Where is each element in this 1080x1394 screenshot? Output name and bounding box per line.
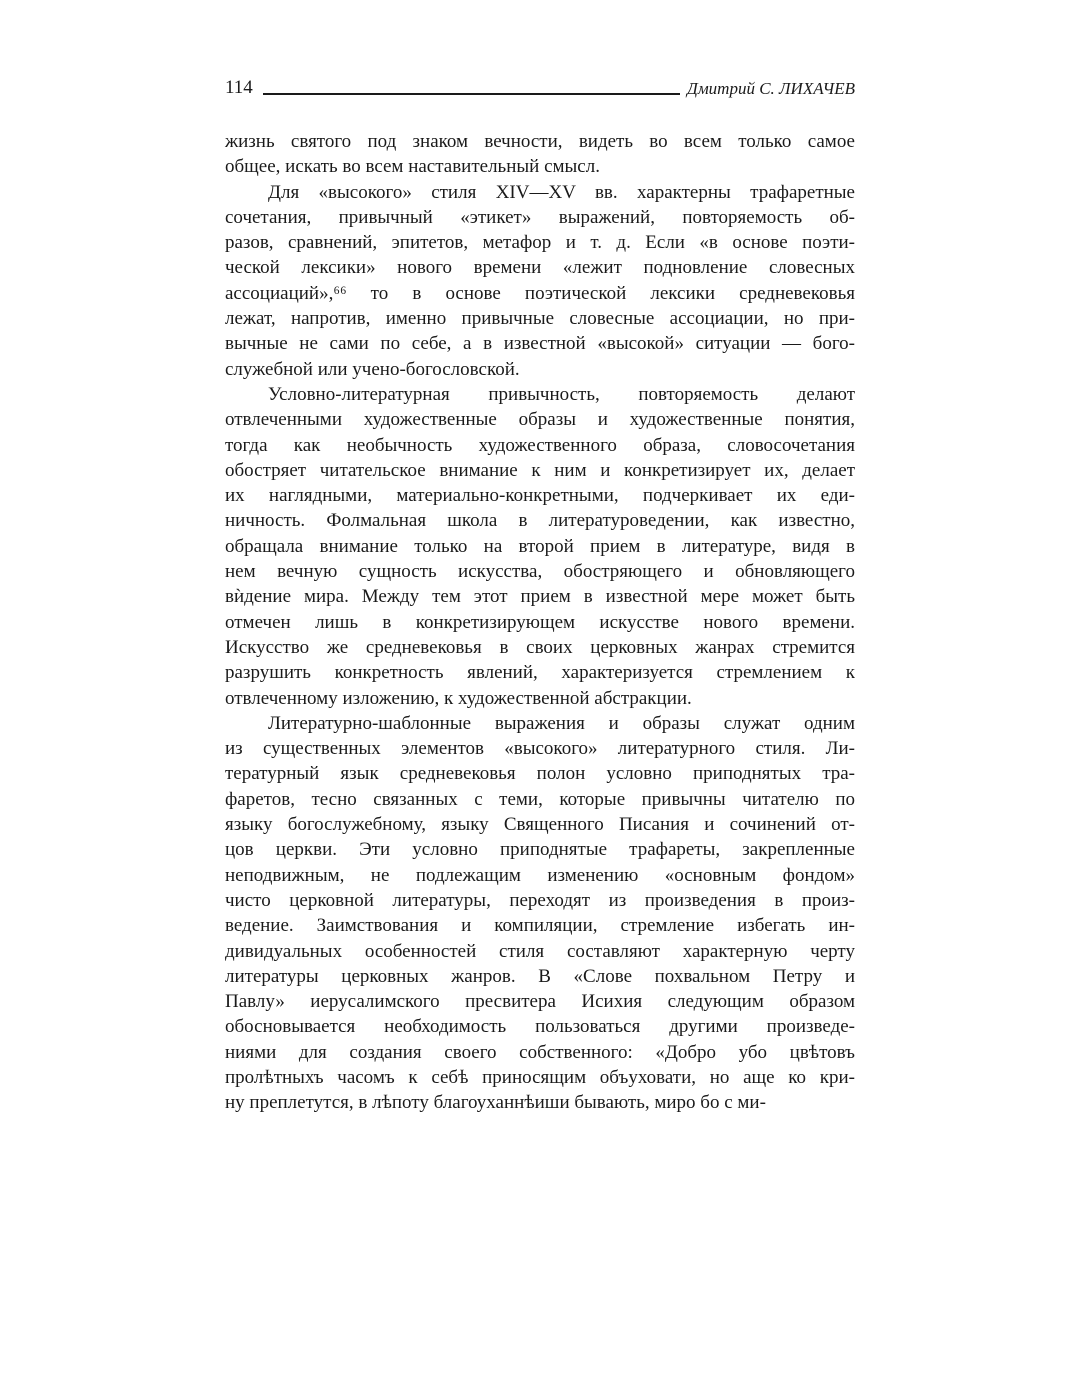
text-line: Павлу» иерусалимского пресвитера Исихия следующим образом [225, 991, 855, 1013]
paragraph [225, 180, 855, 382]
text-line: сочетания, привычный «этикет» выражений, повторяемость об- [225, 206, 855, 228]
text-line: фаретов, тесно связанных с теми, которые привычны читателю по [225, 788, 855, 810]
text-line: дивидуальных особенностей стиля составляют характерную черту [225, 940, 855, 962]
text-line: Искусство же средневековья в своих церковных жанрах стремится [225, 636, 855, 658]
text-line: тературный язык средневековья полон условно приподнятых тра- [225, 763, 855, 785]
text-line: литературы церковных жанров. В «Слове похвальном Петру и [225, 965, 855, 987]
text-line: цов церкви. Эти условно приподнятые трафареты, закрепленные [225, 839, 855, 861]
text-line: языку богослужебному, языку Священного Писания и сочинений от- [225, 814, 855, 836]
body-text [225, 129, 855, 1116]
text-line: Литературно-шаблонные выражения и образы служат одним [268, 712, 855, 734]
text-line: тогда как необычность художественного образа, словосочетания [225, 434, 855, 456]
text-line: чисто церковной литературы, переходят из произведения в произ- [225, 889, 855, 911]
text-line: общее, искать во всем наставительный смысл. [225, 156, 600, 178]
text-line: разрушить конкретность явлений, характеризуется стремлением к [225, 662, 855, 684]
text-line: ничность. Фолмальная школа в литературоведении, как известно, [225, 510, 855, 532]
text-line: пролѣтныхъ часомъ к себѣ приносящим объуховати, но аще ко кри- [225, 1066, 855, 1088]
text-line: ниями для создания своего собственного: «Добро убо цвѣтовъ [225, 1041, 855, 1063]
text-line: ческой лексики» нового времени «лежит подновление словесных [225, 257, 855, 279]
paragraph [225, 711, 855, 1116]
page-number: 114 [225, 77, 253, 98]
text-line: вычные не сами по себе, а в известной «высокой» ситуации — бого- [225, 333, 855, 355]
text-line: их наглядными, материально-конкретными, подчеркивает их еди- [225, 485, 855, 507]
text-line: ассоциаций»,⁶⁶ то в основе поэтической лексики средневековья [225, 282, 855, 304]
text-line: из существенных элементов «высокого» литературного стиля. Ли- [225, 738, 855, 760]
text-line: обосновывается необходимость пользоваться другими произведе- [225, 1016, 855, 1038]
paragraph [225, 129, 855, 180]
text-line: отвлеченному изложению, к художественной абстракции. [225, 687, 692, 709]
text-line: Для «высокого» стиля XIV—XV вв. характерны трафаретные [268, 181, 855, 203]
text-line: вѝдение мира. Между тем этот прием в известной мере может быть [225, 586, 855, 608]
header-rule [263, 93, 680, 95]
text-line: лежат, напротив, именно привычные словесные ассоциации, но при- [225, 308, 855, 330]
paragraph [225, 382, 855, 711]
running-head-author: Дмитрий С. ЛИХАЧЕВ [687, 79, 855, 98]
text-line: жизнь святого под знаком вечности, видеть во всем только самое [225, 131, 855, 152]
text-line: разов, сравнений, эпитетов, метафор и т. д. Если «в основе поэти- [225, 232, 855, 254]
text-line: служебной или учено-богословской. [225, 358, 520, 380]
running-head [225, 74, 855, 104]
text-line: неподвижным, не подлежащим изменению «основным фондом» [225, 864, 855, 886]
text-line: обращала внимание только на второй прием в литературе, видя в [225, 535, 855, 557]
text-line: нем вечную сущность искусства, обостряющего и обновляющего [225, 561, 855, 583]
text-line: отвлеченными художественные образы и художественные понятия, [225, 409, 855, 431]
text-line: Условно-литературная привычность, повторяемость делают [268, 383, 855, 405]
text-line: обостряет читательское внимание к ним и конкретизирует их, делает [225, 459, 855, 481]
text-line: отмечен лишь в конкретизирующем искусстве нового времени. [225, 611, 855, 633]
text-line: ведение. Заимствования и компиляции, стремление избегать ин- [225, 915, 855, 937]
text-line: ну преплетутся, в лѣпоту благоуханнѣиши бывають, миро бо с ми- [225, 1092, 766, 1114]
